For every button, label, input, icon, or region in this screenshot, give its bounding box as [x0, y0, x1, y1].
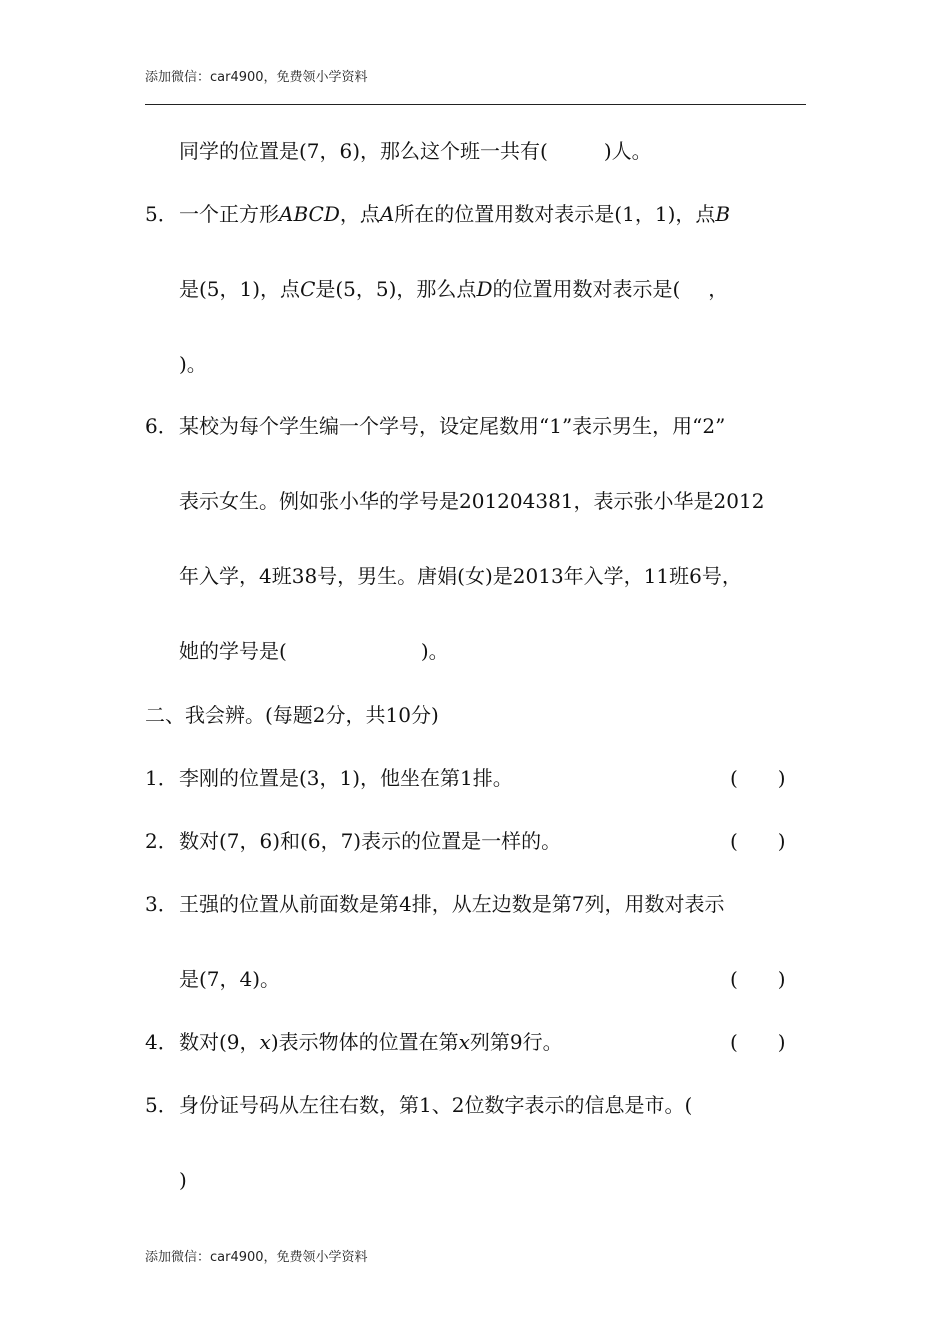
q4-tail-line: [179, 139, 652, 163]
math-var: A: [379, 202, 395, 226]
answer-parentheses[interactable]: ( ): [730, 766, 786, 790]
judge-item-5-cont[interactable]: [179, 1168, 187, 1192]
text: ，: [708, 277, 729, 301]
math-var: ABCD: [279, 202, 340, 226]
math-var: x: [259, 1030, 271, 1054]
header-divider: [145, 104, 806, 105]
q5-line-3: [179, 352, 207, 376]
judge-item-4: [145, 1030, 563, 1054]
question-number: 4．: [145, 1030, 178, 1054]
judge-item-5: [145, 1093, 692, 1117]
question-number: 5．: [145, 1093, 178, 1117]
q4-tail-end: )人。: [603, 139, 652, 163]
math-var: B: [715, 202, 731, 226]
q4-tail-text: 同学的位置是(7，6)，那么这个班一共有(: [179, 139, 548, 163]
answer-parentheses[interactable]: ( ): [730, 967, 786, 991]
text: ): [179, 1168, 187, 1192]
text: 是(5，5)，那么点: [315, 277, 477, 301]
text: 某校为每个学生编一个学号，设定尾数用“1”表示男生，用“2”: [179, 414, 726, 438]
text: )。: [420, 639, 449, 663]
answer-parentheses[interactable]: ( ): [730, 1030, 786, 1054]
text: 是(5，1)，点: [179, 277, 301, 301]
text: )。: [179, 352, 207, 376]
section-heading: 二、我会辨。(每题2分，共10分): [145, 703, 439, 727]
text: 王强的位置从前面数是第4排，从左边数是第7列，用数对表示: [179, 892, 725, 916]
text: 是(7，4)。: [179, 967, 281, 991]
q6-line-1: [145, 414, 725, 438]
q6-line-3: [179, 564, 742, 588]
math-var: C: [300, 277, 316, 301]
math-var: x: [458, 1030, 470, 1054]
question-number: 6．: [145, 414, 178, 438]
q6-line-4: [179, 639, 449, 663]
text: ，点: [339, 202, 380, 226]
text: )表示物体的位置在第: [270, 1030, 459, 1054]
text: 身份证号码从左往右数，第1、2位数字表示的信息是市。(: [179, 1093, 693, 1117]
text: 一个正方形: [179, 202, 279, 226]
q6-line-2: [179, 489, 764, 513]
text: 表示女生。例如张小华的学号是201204381，表示张小华是2012: [179, 489, 765, 513]
text: 李刚的位置是(3，1)，他坐在第1排。: [179, 766, 513, 790]
math-var: D: [476, 277, 493, 301]
text: 她的学号是(: [179, 639, 287, 663]
question-number: 3．: [145, 892, 178, 916]
judge-item-3: [145, 892, 724, 916]
header-note: 添加微信：car4900，免费领小学资料: [145, 70, 368, 85]
question-number: 5．: [145, 202, 178, 226]
section-title: [145, 703, 439, 727]
footer-note: 添加微信：car4900，免费领小学资料: [145, 1250, 368, 1265]
q5-line-1: [145, 202, 730, 226]
text: 数对(9，: [179, 1030, 260, 1054]
text: 列第9行。: [469, 1030, 563, 1054]
q5-line-2: [179, 277, 728, 301]
question-number: 1．: [145, 766, 178, 790]
judge-item-1: [145, 766, 513, 790]
text: 数对(7，6)和(6，7)表示的位置是一样的。: [179, 829, 562, 853]
answer-parentheses[interactable]: ( ): [730, 829, 786, 853]
text: 年入学，4班38号，男生。唐娟(女)是2013年入学，11班6号，: [179, 564, 742, 588]
text: 的位置用数对表示是(: [492, 277, 681, 301]
text: 所在的位置用数对表示是(1，1)，点: [394, 202, 716, 226]
judge-item-3-cont: [179, 967, 280, 991]
judge-item-2: [145, 829, 561, 853]
question-number: 2．: [145, 829, 178, 853]
